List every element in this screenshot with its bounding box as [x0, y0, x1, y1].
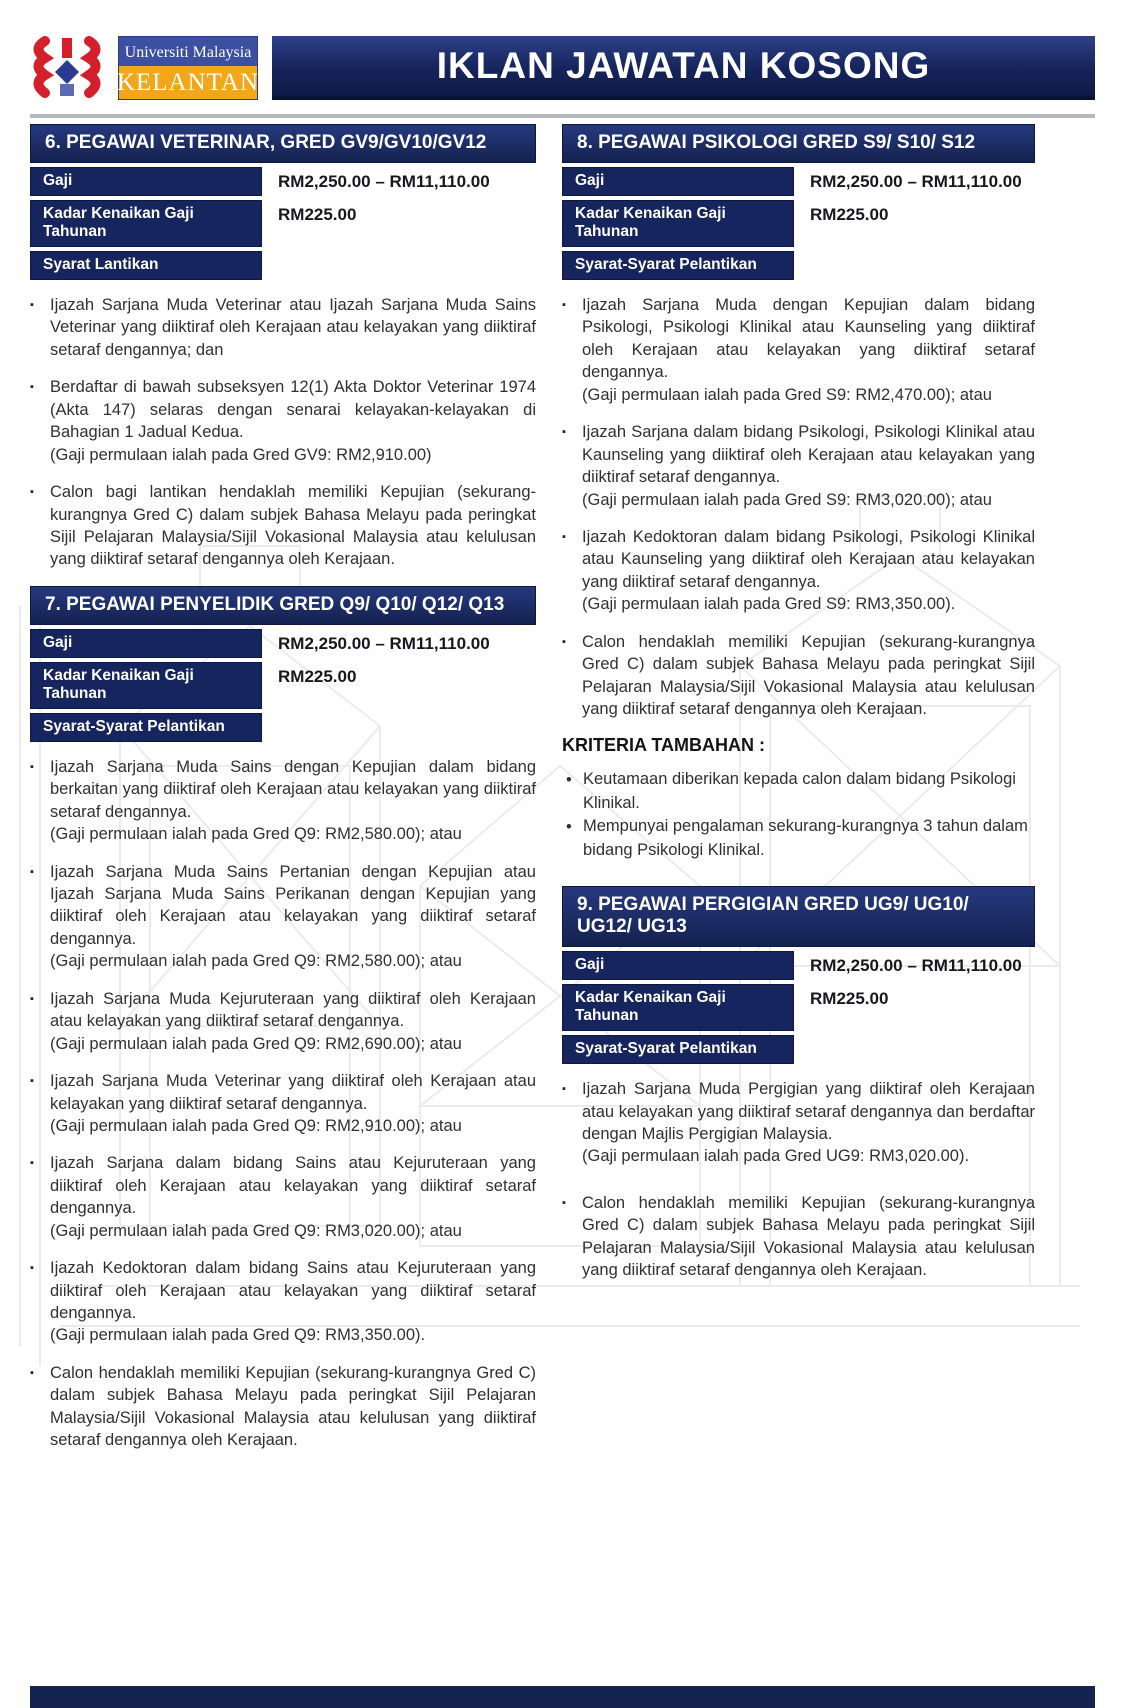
header-divider: [30, 114, 1095, 118]
square-bullet-icon: ▪: [562, 635, 566, 648]
requirement-body: Ijazah Sarjana Muda Veterinar yang diiktiraf oleh Kerajaan atau kelayakan yang diiktiraf setaraf dengannya.: [50, 1072, 536, 1113]
requirement-text: Calon hendaklah memiliki Kepujian (sekurang-kurangnya Gred C) dalam subjek Bahasa Melayu pada peringkat Sijil Pelajaran Malaysia/Sijil Vokasional Malaysia atau kelulusan yang diiktiraf setaraf dengannya oleh Kerajaan.: [582, 632, 1035, 718]
kadar-row: [30, 662, 536, 709]
starting-salary-note: (Gaji permulaan ialah pada Gred S9: RM2,470.00); atau: [582, 385, 992, 404]
section-title: 9. PEGAWAI PERGIGIAN GRED UG9/ UG10/ UG12/ UG13: [562, 886, 1035, 947]
kadar-row: [562, 200, 1035, 247]
requirement-list: [562, 1078, 1035, 1282]
square-bullet-icon: ▪: [30, 992, 34, 1005]
list-item: [30, 988, 536, 1055]
kadar-value: RM225.00: [810, 205, 889, 224]
section-title: 6. PEGAWAI VETERINAR, GRED GV9/GV10/GV12: [30, 124, 536, 163]
starting-salary-note: (Gaji permulaan ialah pada Gred GV9: RM2,910.00): [50, 445, 432, 464]
section-penyelidik: [30, 586, 536, 1452]
requirement-text: [582, 421, 1035, 511]
dot-bullet-icon: •: [566, 818, 572, 837]
requirement-body: Ijazah Sarjana Muda dengan Kepujian dalam bidang Psikologi, Psikologi Klinikal atau Kaunseling yang diiktiraf oleh Kerajaan atau kelayakan yang diiktiraf setaraf dengannya.: [582, 296, 1035, 382]
list-item: [30, 376, 536, 466]
list-item: [30, 1257, 536, 1347]
starting-salary-note: (Gaji permulaan ialah pada Gred Q9: RM3,020.00); atau: [50, 1221, 462, 1240]
requirement-text: Calon bagi lantikan hendaklah memiliki Kepujian (sekurang-kurangnya Gred C) dalam subjek Bahasa Melayu pada peringkat Sijil Pelajaran Malaysia/Sijil Vokasional Malaysia atau kelulusan yang diiktiraf setaraf dengannya oleh Kerajaan.: [50, 483, 536, 569]
syarat-label: Syarat-Syarat Pelantikan: [562, 251, 794, 280]
gaji-label: Gaji: [562, 167, 794, 196]
requirement-text: [50, 861, 536, 973]
list-item: [30, 1070, 536, 1137]
list-item: [30, 756, 536, 846]
list-item: [30, 294, 536, 361]
kriteria-text: Mempunyai pengalaman sekurang-kurangnya 3 tahun dalam bidang Psikologi Klinikal.: [583, 817, 1028, 859]
square-bullet-icon: ▪: [562, 426, 566, 439]
square-bullet-icon: ▪: [562, 530, 566, 543]
requirement-text: [50, 1070, 536, 1137]
square-bullet-icon: ▪: [562, 299, 566, 311]
left-column: [30, 124, 536, 1467]
starting-salary-note: (Gaji permulaan ialah pada Gred Q9: RM2,690.00); atau: [50, 1034, 462, 1053]
starting-salary-note: (Gaji permulaan ialah pada Gred Q9: RM3,350.00).: [50, 1326, 426, 1345]
requirement-list: [30, 756, 536, 1452]
requirement-text: [582, 526, 1035, 616]
requirement-body: Ijazah Sarjana Muda Pergigian yang diiktiraf oleh Kerajaan atau kelayakan yang diiktiraf setaraf dengannya dan berdaftar dengan Majlis Pergigian Malaysia.: [582, 1080, 1035, 1143]
square-bullet-icon: ▪: [30, 1366, 34, 1379]
starting-salary-note: (Gaji permulaan ialah pada Gred Q9: RM2,910.00); atau: [50, 1116, 462, 1135]
page: [0, 36, 1125, 1708]
kadar-label: Kadar Kenaikan Gaji Tahunan: [30, 662, 262, 709]
starting-salary-note: (Gaji permulaan ialah pada Gred S9: RM3,020.00); atau: [582, 490, 992, 509]
requirement-text: [582, 1078, 1035, 1168]
syarat-label: Syarat-Syarat Pelantikan: [562, 1035, 794, 1064]
footer-bar: [30, 1686, 1095, 1708]
starting-salary-note: (Gaji permulaan ialah pada Gred S9: RM3,350.00).: [582, 595, 956, 614]
square-bullet-icon: ▪: [30, 1075, 34, 1088]
section-veterinar: [30, 124, 536, 571]
umk-logo-icon: [30, 36, 104, 100]
square-bullet-icon: ▪: [30, 865, 34, 878]
requirement-body: Ijazah Sarjana dalam bidang Psikologi, Psikologi Klinikal atau Kaunseling yang diiktiraf oleh Kerajaan atau kelayakan yang diiktiraf setaraf dengannya.: [582, 423, 1035, 487]
square-bullet-icon: ▪: [30, 299, 34, 311]
requirement-text: [50, 988, 536, 1055]
square-bullet-icon: ▪: [30, 760, 34, 773]
list-item: [562, 1192, 1035, 1282]
square-bullet-icon: ▪: [30, 1262, 34, 1275]
kadar-value: RM225.00: [810, 989, 889, 1009]
starting-salary-note: (Gaji permulaan ialah pada Gred Q9: RM2,580.00); atau: [50, 952, 462, 971]
gaji-value: RM2,250.00 – RM11,110.00: [810, 172, 1022, 191]
syarat-row: [30, 251, 536, 280]
page-title: IKLAN JAWATAN KOSONG: [272, 36, 1095, 100]
requirement-text: Calon hendaklah memiliki Kepujian (sekurang-kurangnya Gred C) dalam subjek Bahasa Melayu pada peringkat Sijil Pelajaran Malaysia/Sijil Vokasional Malaysia atau kelulusan yang diiktiraf setaraf dengannya oleh Kerajaan.: [50, 1363, 536, 1450]
kadar-label: Kadar Kenaikan Gaji Tahunan: [562, 200, 794, 247]
kadar-row: [562, 984, 1035, 1031]
section-psikologi: [562, 124, 1035, 720]
gaji-value: RM2,250.00 – RM11,110.00: [278, 633, 490, 653]
list-item: [30, 1152, 536, 1242]
requirement-body: Ijazah Sarjana Muda Sains dengan Kepujian dalam bidang berkaitan yang diiktiraf oleh Kerajaan atau kelayakan yang diiktiraf setaraf dengannya.: [50, 757, 536, 821]
logo-state-name: KELANTAN: [119, 66, 257, 99]
gaji-row: [30, 167, 536, 196]
syarat-label: Syarat-Syarat Pelantikan: [30, 713, 262, 742]
gaji-row: [30, 629, 536, 658]
kadar-label: Kadar Kenaikan Gaji Tahunan: [562, 984, 794, 1031]
umk-logo-wordmark: [118, 36, 258, 100]
dot-bullet-icon: •: [566, 771, 572, 790]
logo-university-name: Universiti Malaysia: [119, 37, 257, 66]
list-item: [566, 815, 1035, 862]
gaji-row: [562, 951, 1035, 980]
kadar-value: RM225.00: [278, 666, 357, 686]
requirement-body: Ijazah Kedoktoran dalam bidang Psikologi, Psikologi Klinikal atau Kaunseling yang diiktiraf oleh Kerajaan atau kelayakan yang diiktiraf setaraf dengannya.: [582, 527, 1035, 591]
right-column: [562, 124, 1035, 1297]
gaji-label: Gaji: [30, 167, 262, 196]
kriteria-text: Keutamaan diberikan kepada calon dalam bidang Psikologi Klinikal.: [583, 770, 1016, 812]
list-item: [562, 294, 1035, 406]
gaji-value: RM2,250.00 – RM11,110.00: [810, 956, 1022, 976]
gaji-value: RM2,250.00 – RM11,110.00: [278, 172, 490, 191]
requirement-body: Ijazah Sarjana Muda Kejuruteraan yang diiktiraf oleh Kerajaan atau kelayakan yang diiktiraf setaraf dengannya.: [50, 989, 536, 1031]
section-pergigian: [562, 886, 1035, 1282]
gaji-label: Gaji: [30, 629, 262, 658]
requirement-text: [50, 376, 536, 466]
kriteria-tambahan: [562, 735, 1035, 862]
list-item: [30, 1362, 536, 1452]
list-item: [30, 481, 536, 571]
gaji-row: [562, 167, 1035, 196]
requirement-text: Ijazah Sarjana Muda Veterinar atau Ijazah Sarjana Muda Sains Veterinar yang diiktiraf oleh Kerajaan atau kelayakan yang diiktiraf setaraf dengannya; dan: [50, 296, 536, 359]
syarat-row: [562, 251, 1035, 280]
section-title: 8. PEGAWAI PSIKOLOGI GRED S9/ S10/ S12: [562, 124, 1035, 163]
section-title: 7. PEGAWAI PENYELIDIK GRED Q9/ Q10/ Q12/ Q13: [30, 586, 536, 625]
syarat-row: [562, 1035, 1035, 1064]
requirement-body: Berdaftar di bawah subseksyen 12(1) Akta Doktor Veterinar 1974 (Akta 147) selaras dengan senarai kelayakan-kelayakan di Bahagian 1 Jadual Kedua.: [50, 378, 536, 442]
kriteria-heading: KRITERIA TAMBAHAN :: [562, 735, 765, 756]
kadar-row: [30, 200, 536, 247]
requirement-text: Calon hendaklah memiliki Kepujian (sekurang-kurangnya Gred C) dalam subjek Bahasa Melayu pada peringkat Sijil Pelajaran Malaysia/Sijil Vokasional Malaysia atau kelulusan yang diiktiraf setaraf dengannya oleh Kerajaan.: [582, 1193, 1035, 1280]
requirement-text: [50, 1257, 536, 1347]
list-item: [562, 1078, 1035, 1168]
gaji-label: Gaji: [562, 951, 794, 980]
kriteria-list: [562, 768, 1035, 862]
requirement-body: Ijazah Kedoktoran dalam bidang Sains atau Kejuruteraan yang diiktiraf oleh Kerajaan atau kelayakan yang diiktiraf setaraf dengannya.: [50, 1259, 536, 1322]
list-item: [562, 631, 1035, 721]
list-item: [562, 526, 1035, 616]
square-bullet-icon: ▪: [562, 1083, 566, 1096]
requirement-text: [50, 756, 536, 846]
square-bullet-icon: ▪: [30, 486, 34, 499]
requirement-list: [30, 294, 536, 571]
list-item: [562, 421, 1035, 511]
square-bullet-icon: ▪: [562, 1196, 566, 1209]
kadar-value: RM225.00: [278, 205, 357, 224]
square-bullet-icon: ▪: [30, 381, 34, 394]
syarat-row: [30, 713, 536, 742]
square-bullet-icon: ▪: [30, 1157, 34, 1170]
starting-salary-note: (Gaji permulaan ialah pada Gred Q9: RM2,580.00); atau: [50, 825, 462, 844]
requirement-list: [562, 294, 1035, 720]
requirement-text: [582, 294, 1035, 406]
requirement-text: [50, 1152, 536, 1242]
requirement-body: Ijazah Sarjana Muda Sains Pertanian dengan Kepujian atau Ijazah Sarjana Muda Sains Perikanan dengan Kepujian yang diiktiraf oleh Kerajaan atau kelayakan yang diiktiraf setaraf dengannya.: [50, 862, 536, 948]
syarat-label: Syarat Lantikan: [30, 251, 262, 280]
list-item: [30, 861, 536, 973]
list-item: [566, 768, 1035, 815]
kadar-label: Kadar Kenaikan Gaji Tahunan: [30, 200, 262, 247]
starting-salary-note: (Gaji permulaan ialah pada Gred UG9: RM3,020.00).: [582, 1147, 970, 1166]
header: [30, 36, 1095, 100]
requirement-body: Ijazah Sarjana dalam bidang Sains atau Kejuruteraan yang diiktiraf oleh Kerajaan atau kelayakan yang diiktiraf setaraf dengannya.: [50, 1154, 536, 1218]
